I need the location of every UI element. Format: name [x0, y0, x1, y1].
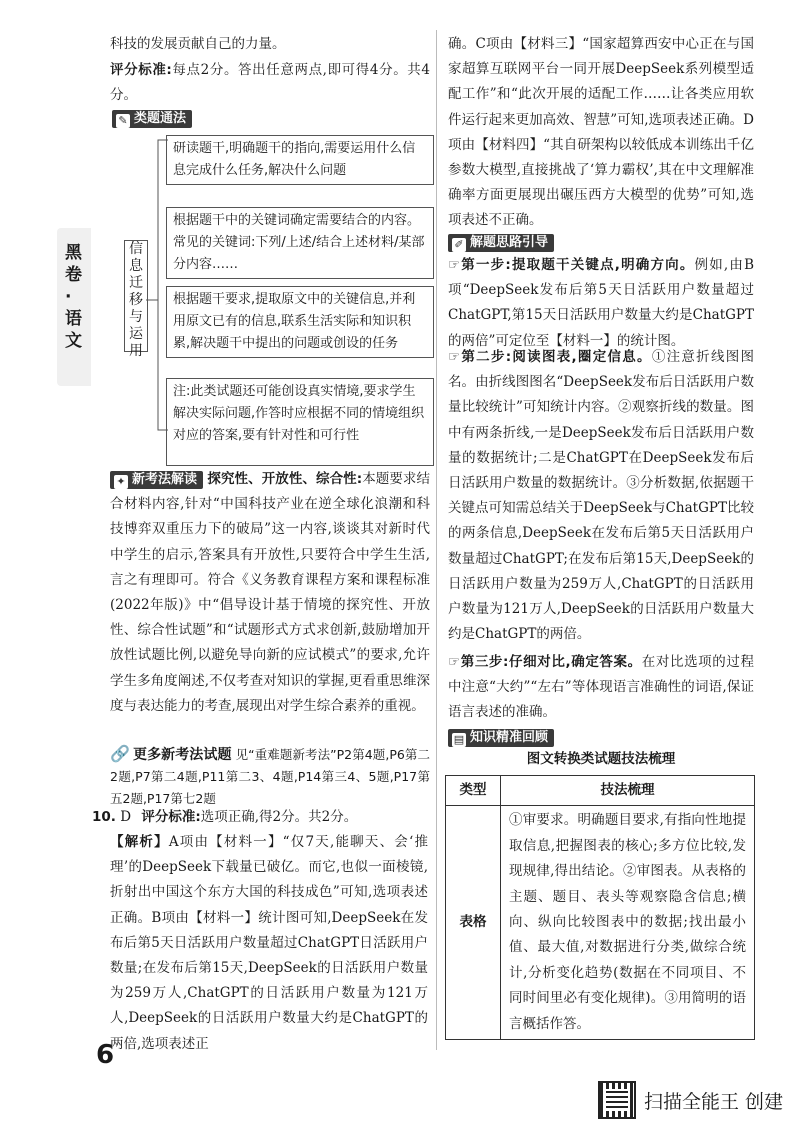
- mind-map-item: 根据题干中的关键词确定需要结合的内容。常见的关键词:下列/上述/结合上述材料/某部分内容……: [166, 207, 434, 279]
- q10-header: [92, 805, 430, 830]
- wrench-icon: ✎: [116, 114, 130, 128]
- more-questions: [110, 743, 430, 810]
- side-tab: [57, 228, 91, 386]
- table-head-type: 类型: [446, 776, 501, 806]
- q10-score-label: 评分标准:: [141, 809, 201, 825]
- side-tab-label: 黑卷·语文: [65, 243, 82, 351]
- step2-text: ①注意折线图图名。由折线图图名“DeepSeek发布后日活跃用户数量比较统计”可知统计内容。②观察折线的数量。图中有两条折线,一是DeepSeek发布后日活跃用户数量的数据统计;二是ChatGPT在DeepSeek发布后日活跃用户数量的数据统计。③分析数据,依据题干关键点可知需总结关于DeepSeek与ChatGPT比较的两条信息,DeepSeek在发布后第5天日活跃用户数量超过ChatGPT;在发布后第15天,DeepSeek的日活跃用户数量为259万人,ChatGPT的日活跃用户数量为121万人,DeepSeek的日活跃用户数量大约是ChatGPT的两倍。: [448, 349, 755, 643]
- link-icon: 🔗: [110, 744, 130, 763]
- lightbulb-icon: ✦: [114, 475, 128, 489]
- review-tag-label: 知识精准回顾: [470, 730, 549, 745]
- q10-answer: D: [120, 809, 132, 825]
- right-continuation: 确。C项由【材料三】“国家超算西安中心正在与国家超算互联网平台一同开展DeepSeek系列模型适配工作”和“此次开展的适配工作……让各类应用软件运行起来更加高效、智慧”可知,选项表述正确。D项由【材料四】“其自研架构以较低成本训练出千亿参数大模型,直接挑战了‘算力霸权’,其在中文理解准确率方面更展现出碾压西方大模型的优势”可知,选项表述不正确。: [448, 36, 754, 229]
- mind-map-item: 根据题干要求,提取原文中的关键信息,并利用原文已有的信息,联系生活实际和知识积累,解决题干中提出的问题或创设的任务: [166, 286, 434, 358]
- q10-score-text: 选项正确,得2分。共2分。: [200, 809, 358, 825]
- step2: [448, 345, 754, 647]
- method-tag-label: 类题通法: [134, 111, 187, 126]
- watermark: [598, 1081, 783, 1119]
- table-type-cell: 表格: [446, 806, 501, 1040]
- q10-analysis: [110, 830, 428, 1057]
- new-method-tag: [110, 471, 203, 489]
- book-icon: ▤: [453, 733, 465, 746]
- new-method-block: [110, 467, 430, 719]
- hand-icon: ☞: [448, 257, 461, 273]
- review-tag: [448, 726, 554, 747]
- guide-tag-label: 解题思路引导: [470, 235, 549, 250]
- step1: [448, 253, 754, 354]
- step2-label: 第二步:阅读图表,圈定信息。: [460, 349, 652, 365]
- new-method-text: 本题要求结合材料内容,针对“中国科技产业在逆全球化浪潮和科技博弈双重压力下的破局”这一内容,谈谈其对新时代中学生的启示,答案具有开放性,只要符合中学生生活,言之有理即可。符合《义务教育课程方案和课程标准(2022年版)》中“倡导设计基于情境的探究性、开放性、综合性试题”和“试题形式方式求创新,鼓励增加开放性试题比例,以避免导向新的应试模式”的要求,允许学生多角度阐述,不仅考查对知识的掌握,更看重思维深度与表达能力的考查,展现出对学生综合素养的重视。: [110, 471, 431, 714]
- page-number: 6: [96, 1040, 115, 1070]
- mind-map-item: 研读题干,明确题干的指向,需要运用什么信息完成什么任务,解决什么问题: [166, 135, 434, 185]
- left-score: [110, 58, 430, 108]
- step3-text: 在对比选项的过程中注意“大约”“左右”等体现语言准确性的词语,保证语言表述的准确。: [448, 654, 755, 721]
- qr-code-icon: [598, 1081, 636, 1119]
- score-label: 评分标准:: [110, 62, 172, 78]
- q10-number: 10.: [92, 809, 116, 825]
- method-tag: [112, 107, 192, 128]
- edit-icon: ✐: [452, 238, 466, 252]
- score-text: 每点2分。答出任意两点,即可得4分。共4分。: [110, 62, 430, 104]
- hand-icon: ☞: [448, 654, 461, 670]
- q10-analysis-text: A项由【材料一】“仅7天,能聊天、会‘推理’的DeepSeek下载量已破亿。而它,也似一面棱镜,折射出中国这个东方大国的科技成色”可知,选项表述正确。B项由【材料一】统计图可知,DeepSeek在发布后第5天日活跃用户数量超过ChatGPT日活跃用户数量;在发布后第15天,DeepSeek的日活跃用户数量为259万人,ChatGPT的日活跃用户数量为121万人,DeepSeek的日活跃用户数量大约是ChatGPT的两倍,选项表述正: [110, 834, 428, 1052]
- guide-tag: [448, 231, 554, 252]
- mind-map-item: 注:此类试题还可能创设真实情境,要求学生解决实际问题,作答时应根据不同的情境组织对应的答案,要有针对性和可行性: [166, 378, 434, 466]
- watermark-text: 扫描全能王 创建: [644, 1090, 784, 1113]
- new-method-bold: 探究性、开放性、综合性:: [207, 471, 363, 487]
- more-title: 更多新考法试题: [132, 747, 232, 763]
- step3-label: 第三步:仔细对比,确定答案。: [460, 654, 642, 670]
- mind-map-center: 信息迁移与运用: [124, 240, 148, 352]
- step1-text: 例如,由B项“DeepSeek发布后第5天日活跃用户数量超过ChatGPT,第15天日活跃用户数量大约是ChatGPT的两倍”可定位至【材料一】的统计图。: [448, 257, 754, 349]
- step1-label: 第一步:提取题干关键点,明确方向。: [460, 257, 695, 273]
- column-divider: [436, 30, 437, 1050]
- table-method-cell: ①审要求。明确题目要求,有指向性地提取信息,把握图表的核心;多方位比较,发现规律,得出结论。②审图表。从表格的主题、题目、表头等观察隐含信息;横向、纵向比较图表中的数据;找出最小值、最大值,对数据进行分类,做综合统计,分析变化趋势(数据在不同项目、不同时间里必有变化规律)。③用简明的语言概括作答。: [501, 806, 755, 1040]
- technique-table: [445, 775, 755, 1040]
- table-head-method: 技法梳理: [501, 776, 755, 806]
- more-refs: 见“重难题新考法”P2第4题,P6第二2题,P7第二4题,P11第二3、4题,P14第三4、5题,P17第五2题,P17第七2题: [110, 747, 430, 806]
- hand-icon: ☞: [448, 349, 461, 365]
- left-line1: 科技的发展贡献自己的力量。: [110, 36, 286, 52]
- new-method-tag-label: 新考法解读: [132, 472, 198, 487]
- table-title: 图文转换类试题技法梳理: [526, 751, 676, 767]
- q10-analysis-label: 【解析】: [110, 834, 169, 850]
- step3: [448, 650, 754, 726]
